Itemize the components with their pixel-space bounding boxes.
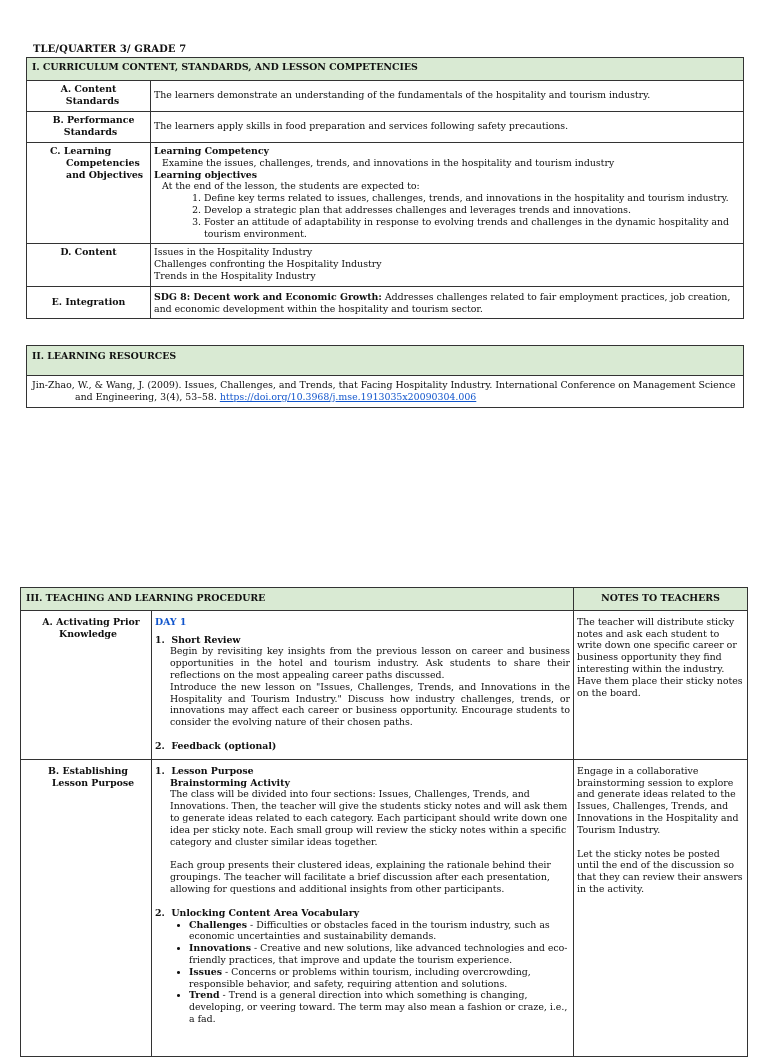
objectives-title: Learning objectives: [154, 169, 258, 181]
short-review-text: Begin by revisiting key insights from the previous lesson on career and business opportunities in the hotel and tourism industry. Ask students to share their reflections on the most appealing career paths discussed.: [170, 646, 570, 681]
section-title: II. LEARNING RESOURCES: [27, 346, 744, 376]
competencies-content: [151, 143, 744, 244]
lesson-purpose-title: 1. Lesson Purpose: [155, 765, 254, 777]
section-title: III. TEACHING AND LEARNING PROCEDURE: [21, 588, 574, 611]
reference-link[interactable]: https://doi.org/10.3968/j.mse.1913035x20090304.006: [219, 391, 477, 403]
vocab-item: • Challenges - Difficulties or obstacles faced in the tourism industry, such as economic uncertainties and sustainability demands.: [189, 920, 570, 944]
topic-line: Issues in the Hospitality Industry: [154, 247, 313, 259]
reference-entry: Jin-Zhao, W., & Wang, J. (2009). Issues, Challenges, and Trends, that Facing Hospitality Industry. International Conference on Management Science and Engineering, 3(4), 53–58. https://doi.org/10.3968/j.mse.1913035x20090304.006: [27, 376, 744, 408]
learning-resources-table: [26, 345, 744, 408]
competency-title: Learning Competency: [154, 146, 270, 157]
short-review-title: 1. Short Review: [155, 634, 241, 646]
lesson-purpose-content: [152, 759, 574, 1056]
introduce-text: Introduce the new lesson on "Issues, Challenges, Trends, and Innovations in the Hospitality and Tourism Industry." Discuss how industry challenges, trends, or innovations may affect each career or business opportunity. Encourage students to consider the evolving nature of their chosen paths.: [170, 681, 570, 729]
objective-item: 1. Define key terms related to issues, challenges, trends, and innovations in the hospitality and tourism industry.: [204, 193, 740, 205]
brainstorm-text: The class will be divided into four sections: Issues, Challenges, Trends, and Innovations. Then, the teacher will give the students sticky notes and will ask them to generate ideas related to each category. Each participant should write down one idea per sticky note. Each small group will review the sticky notes within a specific category and cluster similar ideas together.: [170, 789, 568, 848]
competency-text: Examine the issues, challenges, trends, and innovations in the hospitality and tourism industry: [162, 157, 615, 169]
integration-label: E. Integration: [27, 286, 151, 319]
curriculum-table: [26, 57, 744, 319]
activating-knowledge-label: A. Activating Prior Knowledge: [21, 610, 152, 759]
vocab-title: 2. Unlocking Content Area Vocabulary: [155, 907, 360, 919]
competencies-label: C. Learning Competencies and Objectives: [27, 143, 151, 244]
performance-standards-text: The learners apply skills in food preparation and services following safety precautions.: [151, 112, 744, 143]
content-label: D. Content: [27, 244, 151, 286]
document-header: TLE/QUARTER 3/ GRADE 7: [33, 44, 187, 55]
objectives-intro: At the end of the lesson, the students are expected to:: [162, 181, 420, 193]
feedback-title: 2. Feedback (optional): [155, 740, 277, 752]
objective-item: 3. Foster an attitude of adaptability in response to evolving trends and challenges in the dynamic hospitality and tourism environment.: [204, 217, 740, 241]
brainstorm-title: Brainstorming Activity: [170, 777, 290, 789]
objective-item: 2. Develop a strategic plan that addresses challenges and leverages trends and innovations.: [204, 205, 740, 217]
content-standards-text: The learners demonstrate an understanding of the fundamentals of the hospitality and tourism industry.: [151, 81, 744, 112]
integration-text: SDG 8: Decent work and Economic Growth: Addresses challenges related to fair employment practices, job creation, and economic development within the hospitality and tourism sector.: [151, 286, 744, 319]
procedure-table: [20, 587, 748, 1057]
content-topics: [151, 244, 744, 286]
vocab-item: • Trend - Trend is a general direction into which something is changing, developing, or veering toward. The term may also mean a fashion or craze, i.e., a fad.: [189, 990, 570, 1025]
section-title: I. CURRICULUM CONTENT, STANDARDS, AND LESSON COMPETENCIES: [27, 58, 744, 81]
content-standards-label: A. Content Standards: [27, 81, 151, 112]
activating-knowledge-content: [152, 610, 574, 759]
vocab-item: • Issues - Concerns or problems within tourism, including overcrowding, responsible behavior, and safety, requiring attention and solutions.: [189, 967, 570, 991]
notes-title: NOTES TO TEACHERS: [574, 588, 748, 611]
topic-line: Trends in the Hospitality Industry: [154, 270, 316, 282]
lesson-purpose-notes: Engage in a collaborative brainstorming session to explore and generate ideas related to the Issues, Challenges, Trends, and Innovations in the Hospitality and Tourism Industry. Let the sticky notes be posted until the end of the discussion so that they can review their answers in the activity.: [574, 759, 748, 1056]
lesson-purpose-label: B. Establishing Lesson Purpose: [21, 759, 152, 1056]
topic-line: Challenges confronting the Hospitality Industry: [154, 259, 382, 271]
vocab-item: • Innovations - Creative and new solutions, like advanced technologies and eco-friendly practices, that improve and update the tourism experience.: [189, 943, 570, 967]
day-label: DAY 1: [155, 616, 187, 628]
brainstorm-text: Each group presents their clustered ideas, explaining the rationale behind their groupings. The teacher will facilitate a brief discussion after each presentation, allowing for questions and additional insights from other participants.: [170, 860, 551, 895]
performance-standards-label: B. Performance Standards: [27, 112, 151, 143]
activating-knowledge-notes: The teacher will distribute sticky notes and ask each student to write down one specific career or business opportunity they find interesting within the industry. Have them place their sticky notes on the board.: [574, 610, 748, 759]
